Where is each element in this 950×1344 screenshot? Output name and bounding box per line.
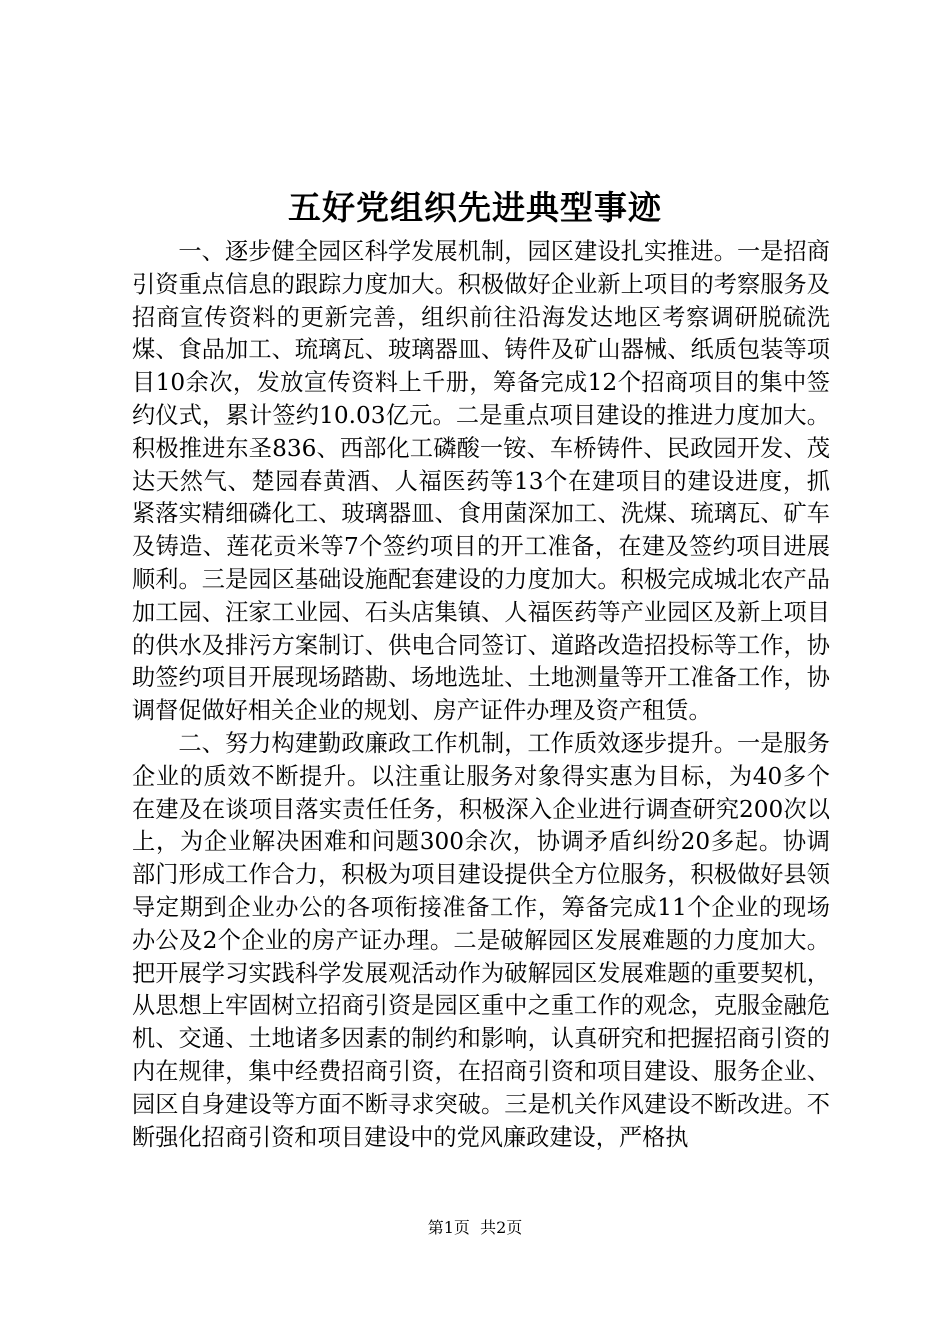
paragraph-2: 二、努力构建勤政廉政工作机制，工作质效逐步提升。一是服务企业的质效不断提升。以注重让服务对象得实惠为目标，为40多个在建及在谈项目落实责任任务，积极深入企业进行调查研究200次以上，为企业解决困难和问题300余次，协调矛盾纠纷20多起。协调部门形成工作合力，积极为项目建设提供全方位服务，积极做好县领导定期到企业办公的各项衔接准备工作，筹备完成11个企业的现场办公及2个企业的房产证办理。二是破解园区发展难题的力度加大。把开展学习实践科学发展观活动作为破解园区发展难题的重要契机，从思想上牢固树立招商引资是园区重中之重工作的观念，克服金融危机、交通、土地诸多因素的制约和影响，认真研究和把握招商引资的内在规律，集中经费招商引资，在招商引资和项目建设、服务企业、园区自身建设等方面不断寻求突破。三是机关作风建设不断改进。不断强化招商引资和项目建设中的党风廉政建设，严格执 (132, 729, 830, 1151)
document-body (132, 236, 830, 1154)
paragraph-1: 一、逐步健全园区科学发展机制，园区建设扎实推进。一是招商引资重点信息的跟踪力度加大。积极做好企业新上项目的考察服务及招商宣传资料的更新完善，组织前往沿海发达地区考察调研脱硫洗煤、食品加工、琉璃瓦、玻璃器皿、铸件及矿山器械、纸质包装等项目10余次，发放宣传资料上千册，筹备完成12个招商项目的集中签约仪式，累计签约10.03亿元。二是重点项目建设的推进力度加大。积极推进东圣836、西部化工磷酸一铵、车桥铸件、民政园开发、茂达天然气、楚园春黄酒、人福医药等13个在建项目的建设进度，抓紧落实精细磷化工、玻璃器皿、食用菌深加工、洗煤、琉璃瓦、矿车及铸造、莲花贡米等7个签约项目的开工准备，在建及签约项目进展顺利。三是园区基础设施配套建设的力度加大。积极完成城北农产品加工园、汪家工业园、石头店集镇、人福医药等产业园区及新上项目的供水及排污方案制订、供电合同签订、道路改造招投标等工作，协助签约项目开展现场踏勘、场地选址、土地测量等开工准备工作，协调督促做好相关企业的规划、房产证件办理及资产租赁。 (132, 238, 830, 725)
page-footer (0, 1216, 950, 1240)
document-title: 五好党组织先进典型事迹 (288, 188, 662, 227)
page-number-label: 第1页 共2页 (427, 1218, 523, 1237)
